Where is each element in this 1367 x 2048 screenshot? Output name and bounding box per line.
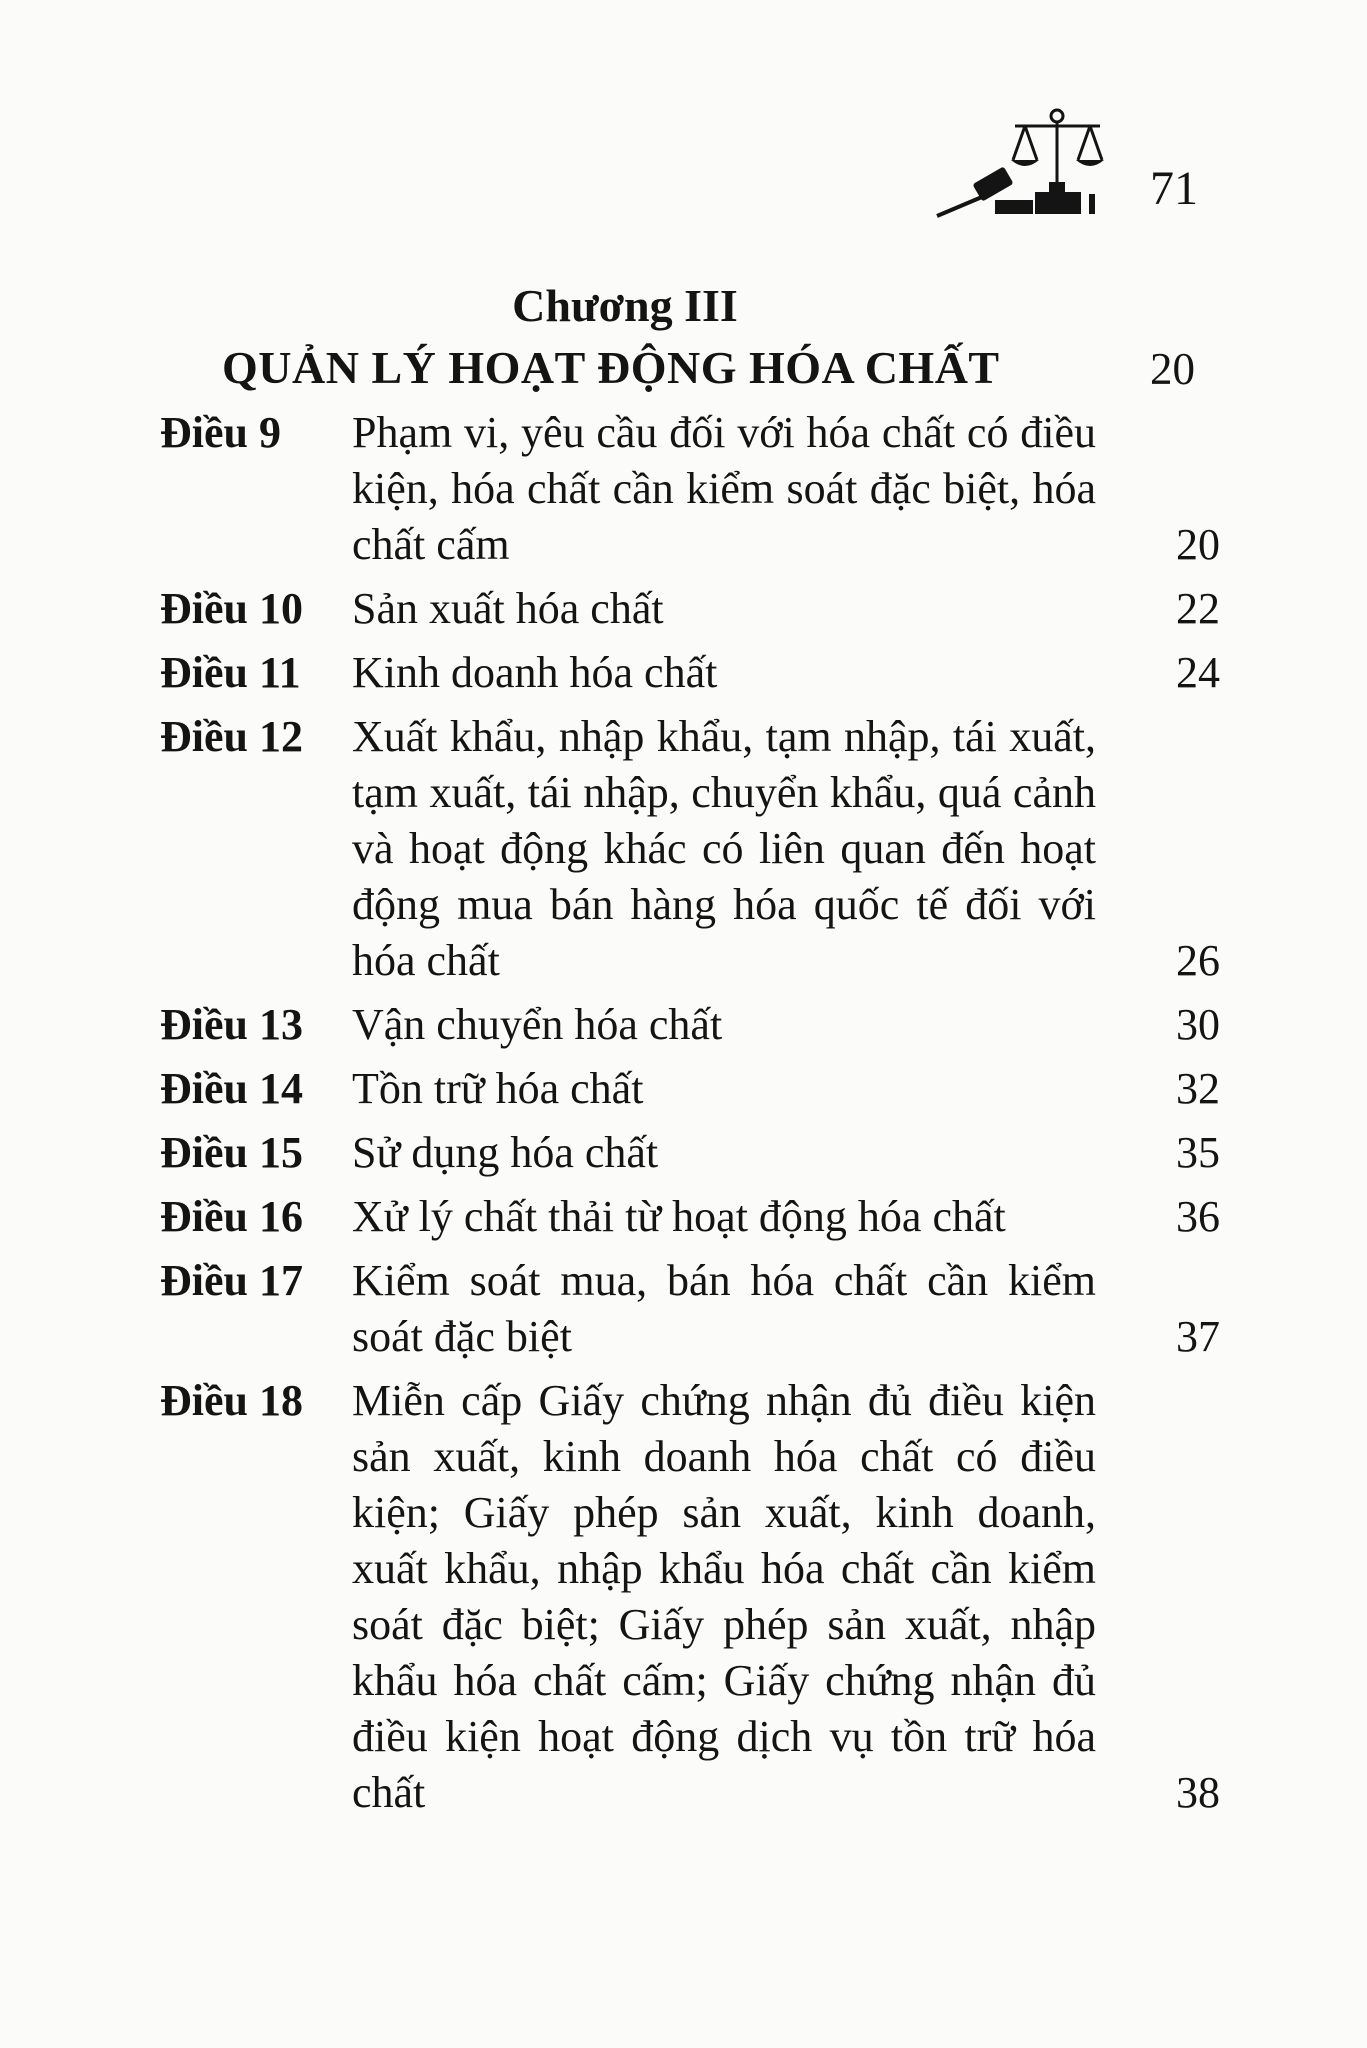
article-label: Điều 18: [160, 1376, 303, 1425]
article-title: Kiểm soát mua, bán hóa chất cần kiểm soát đặc biệt: [352, 1256, 1096, 1361]
article-page: 38: [1176, 1768, 1220, 1817]
toc-entry: [160, 1253, 1220, 1365]
chapter-title: Chương III: [512, 280, 738, 331]
toc-entry: [160, 581, 1220, 637]
article-label: Điều 9: [160, 408, 281, 457]
article-label: Điều 15: [160, 1128, 303, 1177]
article-title: Xử lý chất thải từ hoạt động hóa chất: [352, 1192, 1006, 1241]
article-title: Xuất khẩu, nhập khẩu, tạm nhập, tái xuất, tạm xuất, tái nhập, chuyển khẩu, quá cảnh và hoạt động khác có liên quan đến hoạt động mua bán hàng hóa quốc tế đối với hóa chất: [352, 712, 1096, 985]
article-page: 26: [1176, 936, 1220, 985]
article-title: Miễn cấp Giấy chứng nhận đủ điều kiện sản xuất, kinh doanh hóa chất có điều kiện; Giấy phép sản xuất, kinh doanh, xuất khẩu, nhập khẩu hóa chất cần kiểm soát đặc biệt; Giấy phép sản xuất, nhập khẩu hóa chất cấm; Giấy chứng nhận đủ điều kiện hoạt động dịch vụ tồn trữ hóa chất: [352, 1376, 1096, 1817]
article-title: Tồn trữ hóa chất: [352, 1064, 644, 1113]
toc-entry: [160, 1125, 1220, 1181]
page-number: 71: [1150, 162, 1198, 215]
article-label: Điều 10: [160, 584, 303, 633]
article-label: Điều 14: [160, 1064, 303, 1113]
article-label: Điều 11: [160, 648, 301, 697]
article-page: 36: [1176, 1192, 1220, 1241]
toc-entry: [160, 1373, 1220, 1821]
chapter-heading: QUẢN LÝ HOẠT ĐỘNG HÓA CHẤT: [222, 342, 1000, 393]
toc-entry: [160, 645, 1220, 701]
article-page: 30: [1176, 1000, 1220, 1049]
article-label: Điều 17: [160, 1256, 303, 1305]
toc-entry: [160, 709, 1220, 989]
toc-entry: [160, 405, 1220, 573]
article-title: Vận chuyển hóa chất: [352, 1000, 723, 1049]
article-page: 32: [1176, 1064, 1220, 1113]
table-of-contents: [160, 405, 1220, 1829]
article-label: Điều 13: [160, 1000, 303, 1049]
article-page: 20: [1176, 520, 1220, 569]
chapter-page-number: 20: [1150, 344, 1195, 394]
article-page: 37: [1176, 1312, 1220, 1361]
toc-entry: [160, 997, 1220, 1053]
article-page: 22: [1176, 584, 1220, 633]
article-title: Phạm vi, yêu cầu đối với hóa chất có điều kiện, hóa chất cần kiểm soát đặc biệt, hóa chất cấm: [352, 408, 1096, 569]
article-title: Sản xuất hóa chất: [352, 584, 664, 633]
article-label: Điều 16: [160, 1192, 303, 1241]
toc-entry: [160, 1061, 1220, 1117]
article-label: Điều 12: [160, 712, 303, 761]
toc-entry: [160, 1189, 1220, 1245]
article-title: Sử dụng hóa chất: [352, 1128, 659, 1177]
article-page: 35: [1176, 1128, 1220, 1177]
article-page: 24: [1176, 648, 1220, 697]
article-title: Kinh doanh hóa chất: [352, 648, 718, 697]
scales-and-gavel-icon: [935, 108, 1120, 218]
